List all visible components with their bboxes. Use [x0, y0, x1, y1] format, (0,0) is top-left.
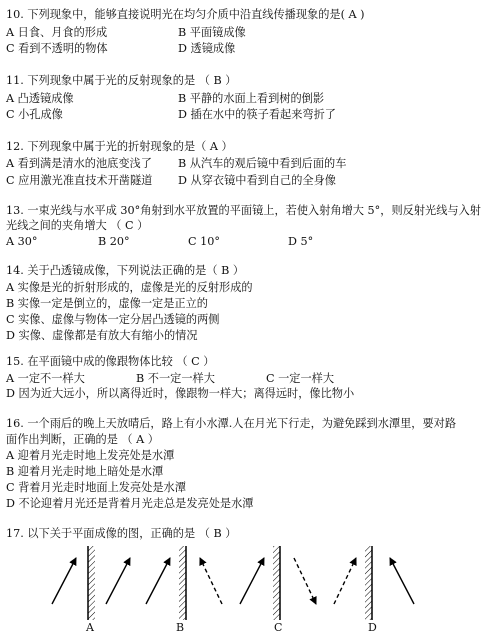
question-12-option-c: C 应用激光准直技术开凿隧道: [6, 174, 153, 187]
diagram-c-image-arrow: [294, 558, 316, 604]
diagram-a-mirror-hatch: [88, 546, 95, 620]
question-14-option-d: D 实像、虚像都是有放大有缩小的情况: [6, 329, 198, 342]
question-16-option-b: B 迎着月光走时地上暗处是水潭: [6, 465, 164, 478]
question-15-stem: 15. 在平面镜中成的像跟物体比较 （ C ）: [6, 355, 215, 368]
diagram-c: [240, 546, 316, 620]
diagram-d-object-arrow: [334, 558, 356, 604]
diagram-a: [52, 546, 130, 620]
mirror-diagrams-svg: [0, 520, 503, 639]
question-11-stem: 11. 下列现象中属于光的反射现象的是 （ B ）: [6, 74, 237, 87]
question-13-option-d: D 5°: [288, 235, 314, 248]
question-13-stem: 13. 一束光线与水平成 30°角射到水平放置的平面镜上，若使入射角增大 5°，则反射光线与入射: [6, 204, 481, 217]
question-16-option-a: A 迎着月光走时地上发亮处是水潭: [6, 449, 175, 462]
question-12-option-d: D 从穿衣镜中看到自己的全身像: [178, 174, 336, 187]
question-10-option-d: D 透镜成像: [178, 42, 236, 55]
question-15-option-c: C 一定一样大: [266, 372, 335, 385]
question-14-option-c: C 实像、虚像与物体一定分居凸透镜的两侧: [6, 313, 220, 326]
question-16-stem-continued: 面作出判断，正确的是 （ A ）: [6, 433, 159, 446]
question-13-option-a: A 30°: [6, 235, 38, 248]
mirror-diagrams: [0, 520, 503, 639]
question-11-option-d: D 插在水中的筷子看起来弯折了: [178, 108, 336, 121]
question-11-option-b: B 平静的水面上看到树的倒影: [178, 92, 325, 105]
question-15-option-b: B 不一定一样大: [136, 372, 215, 385]
question-11-option-c: C 小孔成像: [6, 108, 63, 121]
diagram-b-image-arrow: [200, 558, 222, 604]
diagram-a-label: A: [86, 621, 94, 634]
question-16-option-d: D 不论迎着月光还是背着月光走总是发亮处是水潭: [6, 497, 254, 510]
question-16-stem: 16. 一个雨后的晚上天放晴后，路上有小水潭.人在月光下行走，为避免踩到水潭里，要对路: [6, 417, 457, 430]
question-10-stem: 10. 下列现象中，能够直接说明光在均匀介质中沿直线传播现象的是( A ): [6, 8, 365, 21]
question-12-option-b: B 从汽车的观后镜中看到后面的车: [178, 157, 347, 170]
diagram-c-mirror-hatch: [273, 546, 280, 620]
question-13-option-c: C 10°: [188, 235, 220, 248]
question-16-option-c: C 背着月光走时地面上发亮处是水潭: [6, 481, 186, 494]
question-10-option-b: B 平面镜成像: [178, 26, 246, 39]
diagram-d-image-arrow: [390, 558, 414, 604]
question-10-option-a: A 日食、月食的形成: [6, 26, 108, 39]
question-14-option-b: B 实像一定是倒立的，虚像一定是正立的: [6, 297, 208, 310]
question-17-stem: 17. 以下关于平面成像的图，正确的是 （ B ）: [6, 527, 237, 540]
diagram-d-mirror-hatch: [365, 546, 372, 620]
question-13-option-b: B 20°: [98, 235, 130, 248]
question-12-option-a: A 看到满是清水的池底变浅了: [6, 157, 152, 170]
diagram-c-label: C: [274, 621, 283, 634]
diagram-d-label: D: [368, 621, 377, 634]
diagram-b-label: B: [176, 621, 185, 634]
diagram-a-image-arrow: [106, 558, 130, 604]
question-15-option-a: A 一定不一样大: [6, 372, 85, 385]
diagram-c-object-arrow: [240, 558, 264, 604]
question-14-stem: 14. 关于凸透镜成像，下列说法正确的是（ B ）: [6, 264, 245, 277]
question-10-option-c: C 看到不透明的物体: [6, 42, 108, 55]
question-15-option-d: D 因为近大远小，所以离得近时，像跟物一样大；离得远时，像比物小: [6, 387, 355, 400]
diagram-a-object-arrow: [52, 558, 76, 604]
question-11-option-a: A 凸透镜成像: [6, 92, 74, 105]
diagram-d: [334, 546, 414, 620]
diagram-b-object-arrow: [146, 558, 170, 604]
question-14-option-a: A 实像是光的折射形成的，虚像是光的反射形成的: [6, 281, 253, 294]
question-12-stem: 12. 下列现象中属于光的折射现象的是（ A ）: [6, 140, 233, 153]
question-13-stem-continued: 光线之间的夹角增大 （ C ）: [6, 219, 149, 232]
diagram-b-mirror-hatch: [179, 546, 186, 620]
diagram-b: [146, 546, 222, 620]
